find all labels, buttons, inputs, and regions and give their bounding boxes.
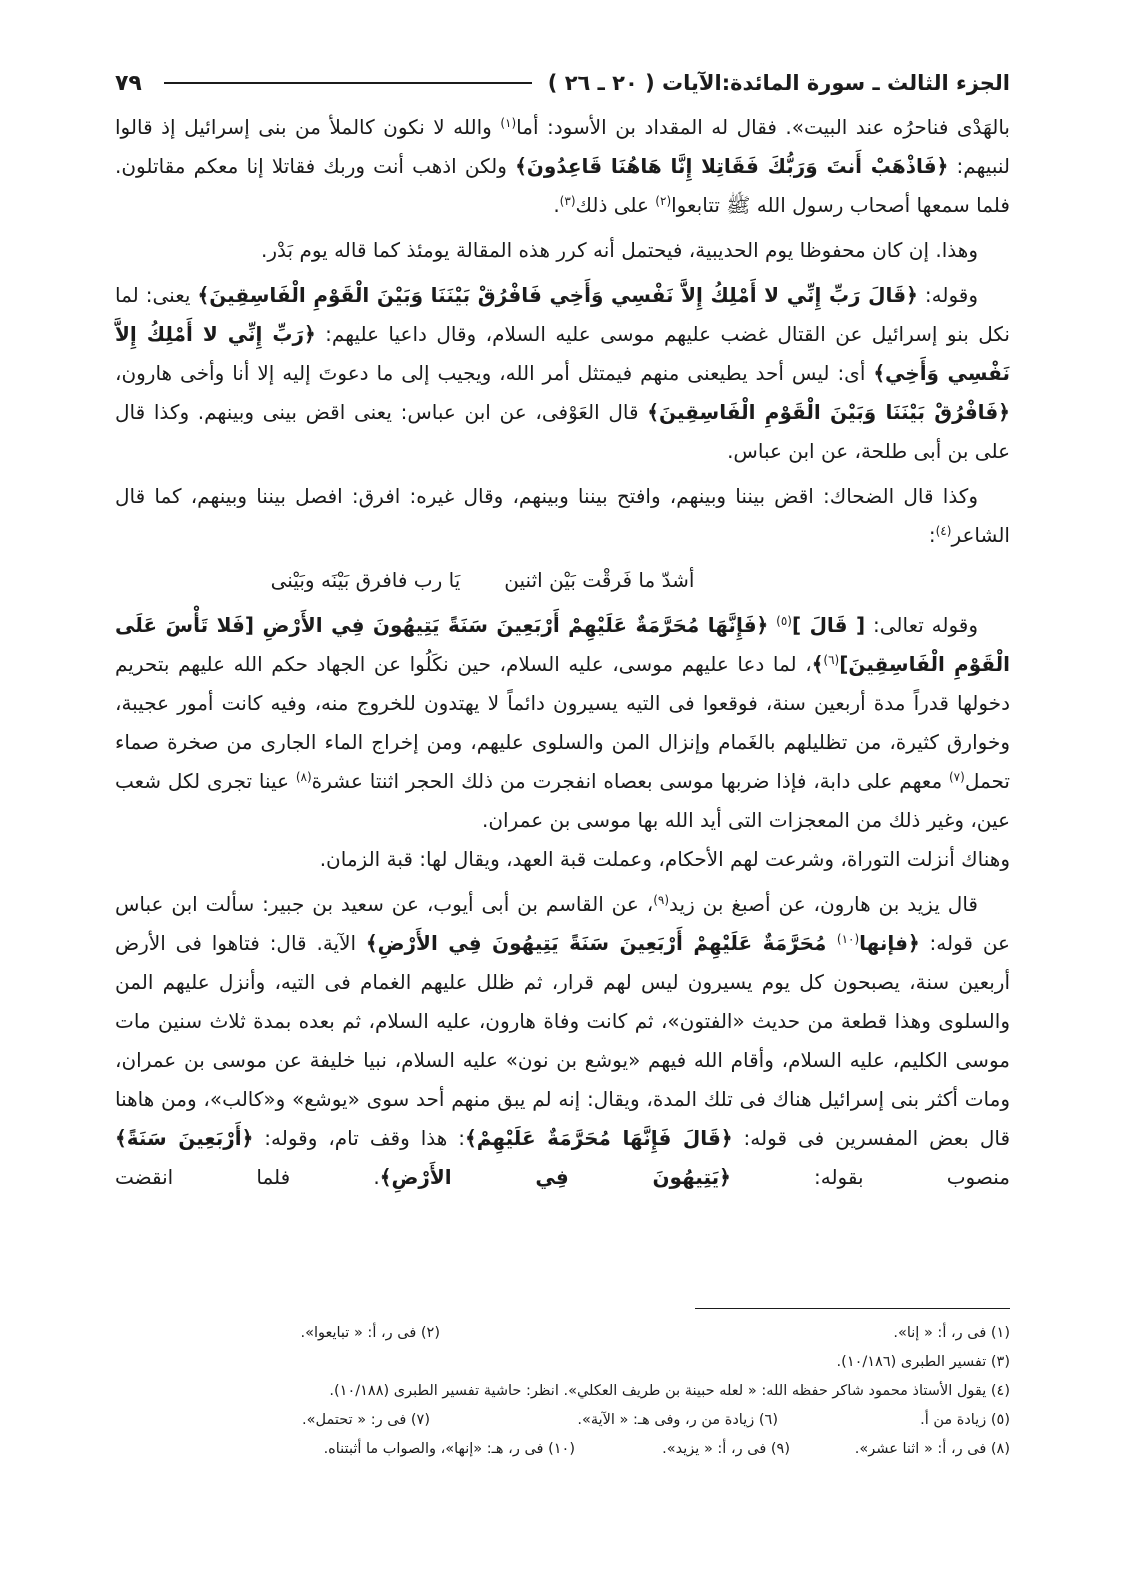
body-text: أى: ليس أحد يطيعنى منهم فيمتثل أمر الله، ويجيب إلى ما دعوتَ إليه إلا أنا وأخى هارون، xyxy=(115,361,874,385)
footnote-ref: (٣) xyxy=(559,194,576,208)
quran-text: ﴿فإنها xyxy=(859,931,920,955)
footnote-ref: (١) xyxy=(500,116,517,130)
footnote-ref: (٨) xyxy=(295,770,312,784)
footnote-row xyxy=(115,1319,1010,1348)
quran-text: ﴿قَالَ فَإِنَّهَا مُحَرَّمَةٌ عَلَيْهِمْ﴾ xyxy=(465,1126,733,1150)
header-rule xyxy=(164,82,532,84)
footnote-separator xyxy=(695,1308,1010,1309)
running-header xyxy=(115,64,1010,102)
body-text: عينا تجرى لكل شعب عين، وغير ذلك من المعجزات التى أيد الله بها موسى بن عمران. وهناك أنزلت التوراة، وشرعت لهم الأحكام، وعملت قبة العهد، ويقال لها: قبة الزمان. xyxy=(115,769,1010,871)
body-text: ، عن القاسم بن أبى أيوب، عن سعيد بن جبير: سألت ابن عباس عن قوله: xyxy=(115,892,1010,955)
body-text: . فلما انقضت xyxy=(115,1165,380,1189)
body-text xyxy=(768,613,776,637)
page-number: ٧٩ xyxy=(115,70,142,96)
footnote: (٥) زيادة من أ. xyxy=(920,1412,1010,1428)
footnote-ref: (٢) xyxy=(655,194,672,208)
paragraph xyxy=(115,108,1010,225)
footnote-row xyxy=(115,1348,1010,1377)
verse-line xyxy=(115,561,1010,600)
footnote-ref: (٦) xyxy=(823,653,840,667)
footnote: (٩) فى ر، أ: « يزيد». xyxy=(662,1441,790,1457)
body-text: وقوله تعالى: xyxy=(865,613,979,637)
body-text: والله لا نكون كالملأ من بنى إسرائيل إذ قالوا لنبيهم: xyxy=(115,115,1010,178)
paragraph xyxy=(115,276,1010,471)
quran-text: ﴿رَبِّ إِنِّي لا أَمْلِكُ إِلاَّ نَفْسِي وَأَخِي﴾ xyxy=(115,322,1011,385)
footnote-ref: (١٠) xyxy=(836,932,860,946)
footnote-row xyxy=(115,1406,1010,1435)
paragraph xyxy=(115,606,1010,879)
paragraph xyxy=(115,231,1010,270)
body-text: يعنى: لما نكل بنو إسرائيل عن القتال غضب عليهم موسى عليه السلام، وقال داعيا عليهم: xyxy=(115,283,1010,346)
body-text: وهذا. إن كان محفوظا يوم الحديبية، فيحتمل أنه كرر هذه المقالة يومئذ كما قاله يوم بَدْر. xyxy=(261,238,978,262)
body-text: ولكن اذهب أنت وربك فقاتلا إنا معكم مقاتلون. فلما سمعها أصحاب رسول الله ﷺ تتابعوا xyxy=(115,154,1010,217)
quran-text: ﴿فَإِنَّهَا مُحَرَّمَةٌ عَلَيْهِمْ أَرْبَعِينَ سَنَةً يَتِيهُونَ فِي الأَرْضِ [فَلا تَأْسَ عَلَى الْقَوْمِ الْفَاسِقِينَ] xyxy=(115,613,1011,676)
body-text: . xyxy=(553,193,560,217)
footnote: (٦) زيادة من ر، وفى هـ: « الآية». xyxy=(577,1412,778,1428)
footnote: (٧) فى ر: « تحتمل». xyxy=(302,1412,430,1428)
footnote-row xyxy=(115,1435,1010,1464)
footnote: (١) فى ر، أ: « إنا». xyxy=(893,1325,1010,1341)
quran-text: ﴿فَاذْهَبْ أَنتَ وَرَبُّكَ فَقَاتِلا إِنَّا هَاهُنَا قَاعِدُونَ﴾ xyxy=(515,154,949,178)
footnote: (٤) يقول الأستاذ محمود شاكر حفظه الله: « لعله حبينة بن طريف العكلي». انظر: حاشية تفسير الطبرى (١٠/١٨٨). xyxy=(329,1383,1010,1399)
quran-text: ﴿قَالَ رَبِّ إِنِّي لا أَمْلِكُ إِلاَّ نَفْسِي وَأَخِي فَافْرُقْ بَيْنَنَا وَبَيْنَ الْقَوْمِ الْفَاسِقِينَ﴾ xyxy=(197,283,918,307)
footnote: (٢) فى ر، أ: « تبايعوا». xyxy=(300,1325,440,1341)
quran-text: ﴾ xyxy=(811,652,824,676)
footnote: (١٠) فى ر، هـ: «إنها»، والصواب ما أثبتناه. xyxy=(323,1441,575,1457)
footnotes xyxy=(115,1319,1010,1464)
body-text: الآية. قال: فتاهوا فى الأرض أربعين سنة، يصبحون كل يوم يسيرون ليس لهم قرار، ثم ظلل عليهم الغمام فى التيه، وأنزل عليهم المن والسلوى وهذا قطعة من حديث «الفتون»، ثم كانت وفاة هارون، عليه السلام، ثم بعده بمدة ثلاث سنين مات موسى الكليم، عليه السلام، وأقام الله فيهم «يوشع بن نون» عليه السلام، نبيا خليفة عن موسى بن عمران، ومات أكثر بنى إسرائيل هناك فى تلك المدة، ويقال: إنه لم يبق منهم أحد سوى «يوشع» و«كالب»، ومن هاهنا قال بعض المفسرين فى قوله: xyxy=(115,931,1011,1150)
body-text: وقوله: xyxy=(917,283,979,307)
body-text: : هذا وقف تام، وقوله: xyxy=(253,1126,466,1150)
body-text: بالهَدْى فناحرُه عند البيت». فقال له المقداد بن الأسود: أما xyxy=(516,115,1010,139)
quran-text: ﴿فَافْرُقْ بَيْنَنَا وَبَيْنَ الْقَوْمِ الْفَاسِقِينَ﴾ xyxy=(647,400,1010,424)
body-text: وكذا قال الضحاك: اقض بيننا وبينهم، وافتح بيننا وبينهم، وقال غيره: افرق: افصل بيننا وبينهم، كما قال الشاعر xyxy=(115,484,1010,547)
hemistich: أشدّ ما فَرقْت بَيْن اثنين xyxy=(504,568,695,592)
main-text xyxy=(115,108,1010,1300)
body-text: معهم على دابة، فإذا ضربها موسى بعصاه انفجرت من ذلك الحجر اثنتا عشرة xyxy=(311,769,949,793)
footnote: (٨) فى ر، أ: « اثنا عشر». xyxy=(854,1441,1010,1457)
paragraph xyxy=(115,885,1010,1197)
running-header-title: الجزء الثالث ـ سورة المائدة:الآيات ( ٢٠ ـ ٢٦ ) xyxy=(547,71,1010,95)
body-text: : xyxy=(928,523,936,547)
body-text: قال يزيد بن هارون، عن أصبغ بن زيد xyxy=(669,892,978,916)
body-text: قال العَوْفى، عن ابن عباس: يعنى اقض بينى وبينهم. وكذا قال على بن أبى طلحة، عن ابن عباس. xyxy=(115,400,1010,463)
quran-text: ﴿أَرْبَعِينَ سَنَةً﴾ xyxy=(115,1126,254,1150)
footnote-ref: (٩) xyxy=(653,893,670,907)
footnote-ref: (٥) xyxy=(776,614,792,628)
quran-text: مُحَرَّمَةٌ عَلَيْهِمْ أَرْبَعِينَ سَنَةً يَتِيهُونَ فِي الأَرْضِ﴾ xyxy=(365,931,837,955)
quran-text: [ قَالَ ] xyxy=(791,613,866,637)
body-text: منصوب بقوله: xyxy=(730,1165,1010,1189)
footnote-ref: (٧) xyxy=(948,770,965,784)
footnote: (٣) تفسير الطبرى (١٠/١٨٦). xyxy=(836,1354,1010,1370)
body-text: على ذلك xyxy=(575,193,656,217)
hemistich: يَا رب فافرق بَيْنَه وبَيْنى xyxy=(270,568,461,592)
paragraph xyxy=(115,477,1010,555)
footnote-ref: (٤) xyxy=(935,524,952,538)
body-text: ، لما دعا عليهم موسى، عليه السلام، حين نكَلُوا عن الجهاد حكم الله عليهم بتحريم دخولها قدراً مدة أربعين سنة، فوقعوا فى التيه يسيرون دائماً لا يهتدون للخروج منه، وفيه كانت أمور عجيبة، وخوارق كثيرة، من تظليلهم بالغَمام وإنزال المن والسلوى عليهم، ومن إخراج الماء الجارى من صخرة صماء تحمل xyxy=(115,652,1010,793)
quran-text: ﴿يَتِيهُونَ فِي الأَرْضِ﴾ xyxy=(379,1165,731,1189)
footnote-row xyxy=(115,1377,1010,1406)
